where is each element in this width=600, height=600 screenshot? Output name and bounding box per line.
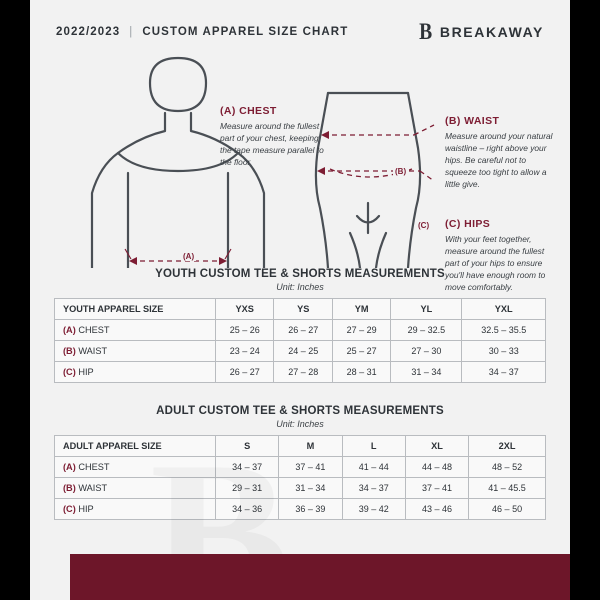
adult-header-3: L: [342, 436, 405, 457]
youth-row-2-label: [55, 362, 216, 383]
youth-cell-1-4: 30 – 33: [462, 341, 546, 362]
table-row: [55, 362, 546, 383]
youth-cell-2-2: 28 – 31: [332, 362, 390, 383]
adult-cell-2-0: 34 – 36: [216, 499, 279, 520]
youth-row-0-label: [55, 320, 216, 341]
adult-header-2: M: [279, 436, 342, 457]
youth-header-4: YL: [391, 299, 462, 320]
row-label: WAIST: [78, 346, 108, 356]
adult-cell-2-4: 46 – 50: [469, 499, 546, 520]
table-row: [55, 499, 546, 520]
table-header-row: [55, 436, 546, 457]
header-year: 2022/2023: [56, 25, 121, 38]
diagram-label-b: (B): [395, 167, 407, 176]
adult-cell-1-4: 41 – 45.5: [469, 478, 546, 499]
header-separator: |: [129, 25, 134, 38]
youth-cell-0-3: 29 – 32.5: [391, 320, 462, 341]
row-tag: (C): [63, 367, 76, 377]
youth-cell-1-2: 25 – 27: [332, 341, 390, 362]
row-tag: (C): [63, 504, 76, 514]
brand-name: BREAKAWAY: [439, 23, 544, 40]
adult-cell-2-1: 36 – 39: [279, 499, 342, 520]
size-chart-page: [30, 0, 570, 600]
note-waist-body: Measure around your natural waistline – right above your hips. Be careful not to squeeze too tight to allow a little give.: [445, 131, 553, 189]
youth-header-0: YOUTH APPAREL SIZE: [55, 299, 216, 320]
youth-cell-1-1: 24 – 25: [274, 341, 332, 362]
adult-cell-2-2: 39 – 42: [342, 499, 405, 520]
youth-cell-1-3: 27 – 30: [391, 341, 462, 362]
row-label: CHEST: [78, 325, 110, 335]
table-row: [55, 320, 546, 341]
adult-cell-0-3: 44 – 48: [405, 457, 468, 478]
row-label: HIP: [78, 504, 94, 514]
youth-table-subtitle: Unit: Inches: [276, 282, 324, 292]
row-label: WAIST: [78, 483, 108, 493]
adult-cell-0-1: 37 – 41: [279, 457, 342, 478]
adult-cell-0-0: 34 – 37: [216, 457, 279, 478]
note-chest-title: (A) CHEST: [220, 105, 277, 117]
page-header: [30, 0, 570, 51]
youth-cell-0-4: 32.5 – 35.5: [462, 320, 546, 341]
table-row: [55, 478, 546, 499]
row-tag: (B): [63, 346, 76, 356]
table-spacer: [30, 383, 570, 405]
youth-cell-1-0: 23 – 24: [216, 341, 274, 362]
adult-header-0: ADULT APPAREL SIZE: [55, 436, 216, 457]
youth-header-3: YM: [332, 299, 390, 320]
table-row: [55, 341, 546, 362]
adult-header-4: XL: [405, 436, 468, 457]
adult-cell-0-2: 41 – 44: [342, 457, 405, 478]
table-header-row: [55, 299, 546, 320]
youth-cell-2-1: 27 – 28: [274, 362, 332, 383]
note-chest: [220, 105, 325, 169]
header-title-group: [56, 26, 348, 38]
adult-header-5: 2XL: [469, 436, 546, 457]
adult-cell-0-4: 48 – 52: [469, 457, 546, 478]
youth-header-1: YXS: [216, 299, 274, 320]
note-waist: [445, 115, 553, 191]
diagram-label-a: (A): [183, 252, 195, 261]
adult-header-1: S: [216, 436, 279, 457]
youth-header-2: YS: [274, 299, 332, 320]
adult-size-table: [54, 435, 546, 520]
youth-header-5: YXL: [462, 299, 546, 320]
row-tag: (B): [63, 483, 76, 493]
youth-row-1-label: [55, 341, 216, 362]
adult-table-subtitle: Unit: Inches: [276, 419, 324, 429]
adult-table-title: ADULT CUSTOM TEE & SHORTS MEASUREMENTS: [156, 405, 444, 417]
adult-cell-1-3: 37 – 41: [405, 478, 468, 499]
diagram-label-c: (C): [418, 221, 430, 230]
youth-size-table: [54, 298, 546, 383]
note-chest-body: Measure around the fullest part of your chest, keeping the tape measure parallel to the floor: [220, 121, 324, 167]
table-row: [55, 457, 546, 478]
row-tag: (A): [63, 325, 76, 335]
adult-cell-2-3: 43 – 46: [405, 499, 468, 520]
adult-table-block: [54, 405, 546, 520]
row-label: HIP: [78, 367, 94, 377]
youth-cell-2-0: 26 – 27: [216, 362, 274, 383]
note-hips-body: With your feet together, measure around the fullest part of your hips to ensure you'll have enough room to move comfortably.: [445, 234, 546, 292]
youth-cell-0-2: 27 – 29: [332, 320, 390, 341]
youth-cell-0-1: 26 – 27: [274, 320, 332, 341]
adult-cell-1-1: 31 – 34: [279, 478, 342, 499]
brand-logo: [418, 20, 544, 43]
row-tag: (A): [63, 462, 76, 472]
adult-row-1-label: [55, 478, 216, 499]
youth-table-title: YOUTH CUSTOM TEE & SHORTS MEASUREMENTS: [155, 268, 445, 280]
note-waist-title: (B) WAIST: [445, 115, 500, 127]
brand-mark-icon: B: [418, 19, 432, 44]
note-hips: [445, 218, 553, 294]
page-title: CUSTOM APPAREL SIZE CHART: [142, 25, 349, 38]
youth-cell-0-0: 25 – 26: [216, 320, 274, 341]
footer-bar: [70, 554, 570, 600]
youth-cell-2-3: 31 – 34: [391, 362, 462, 383]
note-hips-title: (C) HIPS: [445, 218, 491, 230]
adult-cell-1-2: 34 – 37: [342, 478, 405, 499]
row-label: CHEST: [78, 462, 110, 472]
adult-row-0-label: [55, 457, 216, 478]
adult-cell-1-0: 29 – 31: [216, 478, 279, 499]
youth-cell-2-4: 34 – 37: [462, 362, 546, 383]
adult-row-2-label: [55, 499, 216, 520]
